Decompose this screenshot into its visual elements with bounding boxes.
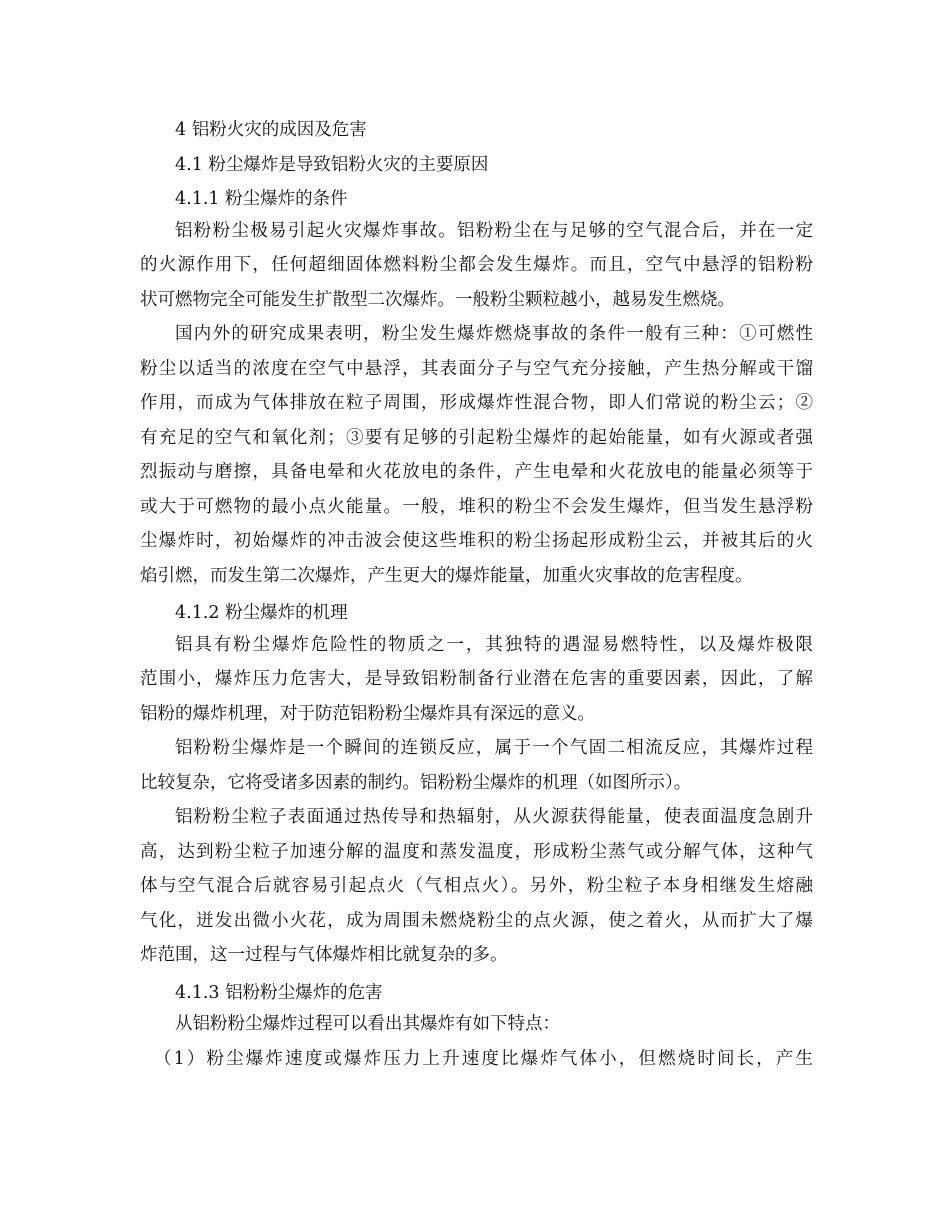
- paragraph-line: 气化，迸发出微小火花，成为周围未燃烧粉尘的点火源，使之着火，从而扩大了爆: [140, 910, 813, 931]
- section-heading: 4 铝粉火灾的成因及危害: [175, 120, 367, 140]
- paragraph: [140, 217, 813, 321]
- paragraph-line: 从铝粉粉尘爆炸过程可以看出其爆炸有如下特点：: [175, 1014, 560, 1034]
- paragraph-line: 作用，而成为气体排放在粒子周围，形成爆炸性混合物，即人们常说的粉尘云；②: [140, 393, 813, 413]
- list: [140, 1045, 813, 1080]
- subsubsection-heading: 4.1.1 粉尘爆炸的条件: [175, 189, 348, 209]
- subsubsection-heading: 4.1.3 铝粉粉尘爆炸的危害: [175, 982, 383, 1003]
- paragraph-line: 有充足的空气和氧化剂；③要有足够的引起粉尘爆炸的起始能量，如有火源或者强: [140, 427, 813, 448]
- subsection-heading: 4.1 粉尘爆炸是导致铝粉火灾的主要原因: [175, 154, 489, 175]
- paragraph-line: 烈振动与磨擦，具备电晕和火花放电的条件，产生电晕和火花放电的能量必须等于: [140, 462, 813, 482]
- paragraph-line: 粉尘以适当的浓度在空气中悬浮，其表面分子与空气充分接触，产生热分解或干馏: [140, 358, 813, 379]
- subsubsection-heading: 4.1.2 粉尘爆炸的机理: [175, 603, 348, 623]
- paragraph-line: 焰引燃，而发生第二次爆炸，产生更大的爆炸能量，加重火灾事故的危害程度。: [140, 565, 753, 586]
- paragraph: [140, 320, 813, 596]
- paragraph-line: 铝粉粉尘粒子表面通过热传导和热辐射，从火源获得能量，使表面温度急剧升: [175, 807, 813, 827]
- paragraph-line: 铝粉粉尘爆炸是一个瞬间的连锁反应，属于一个气固二相流反应，其爆炸过程: [175, 738, 813, 758]
- paragraph-line: 的火源作用下，任何超细固体燃料粉尘都会发生爆炸。而且，空气中悬浮的铝粉粉: [140, 255, 813, 275]
- paragraph-line: 尘爆炸时，初始爆炸的冲击波会使这些堆积的粉尘扬起形成粉尘云，并被其后的火: [140, 531, 813, 551]
- paragraph: [140, 631, 813, 735]
- paragraph: [140, 803, 813, 976]
- paragraph-line: 比较复杂，它将受诸多因素的制约。铝粉粉尘爆炸的机理（如图所示）。: [140, 772, 692, 793]
- paragraph-line: 铝粉的爆炸机理，对于防范铝粉粉尘爆炸具有深远的意义。: [140, 703, 595, 724]
- paragraph: [140, 1010, 813, 1045]
- list-item: （1）粉尘爆炸速度或爆炸压力上升速度比爆炸气体小，但燃烧时间长，产生: [154, 1048, 813, 1069]
- document-page: [140, 113, 813, 1079]
- paragraph-line: 或大于可燃物的最小点火能量。一般，堆积的粉尘不会发生爆炸，但当发生悬浮粉: [140, 496, 813, 517]
- paragraph-line: 炸范围，这一过程与气体爆炸相比就复杂的多。: [140, 945, 508, 965]
- paragraph-line: 铝具有粉尘爆炸危险性的物质之一，其独特的遇湿易燃特性，以及爆炸极限: [175, 634, 813, 655]
- paragraph-line: 国内外的研究成果表明，粉尘发生爆炸燃烧事故的条件一般有三种：①可燃性: [175, 324, 813, 344]
- paragraph-line: 范围小，爆炸压力危害大，是导致铝粉制备行业潜在危害的重要因素，因此，了解: [140, 669, 813, 689]
- paragraph: [140, 734, 813, 803]
- paragraph-line: 铝粉粉尘极易引起火灾爆炸事故。铝粉粉尘在与足够的空气混合后，并在一定: [175, 220, 813, 241]
- paragraph-line: 高，达到粉尘粒子加速分解的温度和蒸发温度，形成粉尘蒸气或分解气体，这种气: [140, 841, 813, 862]
- paragraph-line: 状可燃物完全可能发生扩散型二次爆炸。一般粉尘颗粒越小，越易发生燃烧。: [140, 289, 735, 310]
- paragraph-line: 体与空气混合后就容易引起点火（气相点火）。另外，粉尘粒子本身相继发生熔融: [140, 876, 813, 896]
